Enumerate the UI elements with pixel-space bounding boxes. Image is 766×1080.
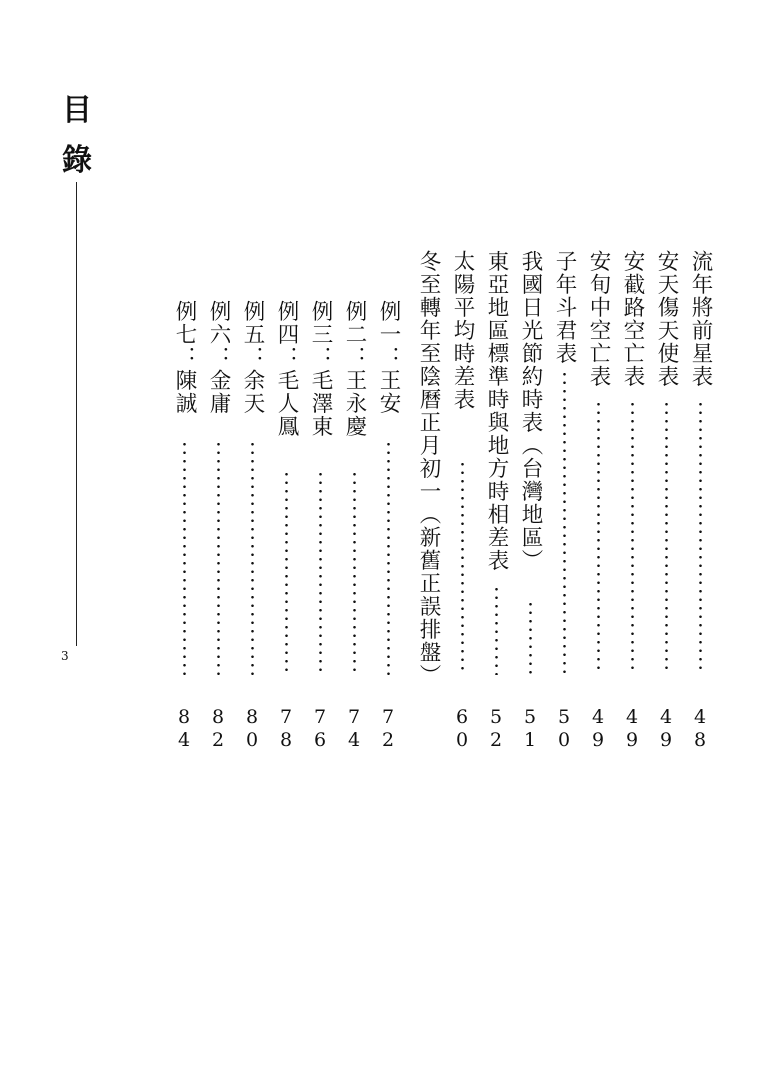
toc-entry-title: 我國日光節約時表（台灣地區） (518, 250, 543, 572)
toc-entry-title: 子年斗君表 (552, 250, 577, 365)
toc-entry-page: 74 (343, 706, 365, 752)
toc-entry-page: 51 (519, 706, 541, 752)
dot-leader (665, 400, 668, 675)
toc-entry-title: 安天傷天使表 (654, 250, 679, 388)
toc-entry-title: 例五：余天 (240, 300, 265, 415)
toc-heading-char-1: 目 (62, 93, 92, 128)
toc-entry-page: 82 (207, 706, 229, 752)
toc-entry-title: 例七：陳誠 (172, 300, 197, 415)
toc-entry-title: 例一：王安 (376, 300, 401, 415)
heading-divider-line (76, 182, 77, 646)
page-number: 3 (61, 649, 69, 663)
toc-entry-page: 48 (689, 706, 711, 752)
toc-entry-title: 流年將前星表 (688, 250, 713, 388)
dot-leader (461, 460, 464, 675)
dot-leader (529, 600, 532, 675)
toc-entry-page: 60 (451, 706, 473, 752)
toc-entry-title: 安截路空亡表 (620, 250, 645, 388)
toc-entry-page: 84 (173, 706, 195, 752)
toc-entry-page: 49 (621, 706, 643, 752)
dot-leader (597, 400, 600, 675)
dot-leader (217, 440, 220, 675)
toc-entry-title: 例二：王永慶 (342, 300, 367, 438)
toc-entry-page: 72 (377, 706, 399, 752)
toc-entry-title: 冬至轉年至陰曆正月初一（新舊正誤排盤） (416, 250, 441, 687)
dot-leader (495, 585, 498, 675)
toc-entry-page: 50 (553, 706, 575, 752)
dot-leader (251, 440, 254, 675)
dot-leader (319, 470, 322, 675)
toc-heading-char-2: 錄 (62, 143, 92, 178)
toc-entry-title: 東亞地區標準時與地方時相差表 (484, 250, 509, 572)
dot-leader (353, 470, 356, 675)
toc-entry-page: 80 (241, 706, 263, 752)
toc-entry-page: 49 (587, 706, 609, 752)
dot-leader (285, 470, 288, 675)
toc-entry-page: 52 (485, 706, 507, 752)
toc-entry-title: 例六：金庸 (206, 300, 231, 415)
toc-entry-title: 例四：毛人鳳 (274, 300, 299, 438)
toc-entry-title: 安旬中空亡表 (586, 250, 611, 388)
dot-leader (563, 370, 566, 675)
toc-entry-page: 49 (655, 706, 677, 752)
toc-entry-page: 76 (309, 706, 331, 752)
dot-leader (699, 400, 702, 675)
dot-leader (183, 440, 186, 675)
toc-entry-page: 78 (275, 706, 297, 752)
toc-entry-title: 太陽平均時差表 (450, 250, 475, 411)
toc-entry-title: 例三：毛澤東 (308, 300, 333, 438)
dot-leader (387, 440, 390, 675)
dot-leader (631, 400, 634, 675)
